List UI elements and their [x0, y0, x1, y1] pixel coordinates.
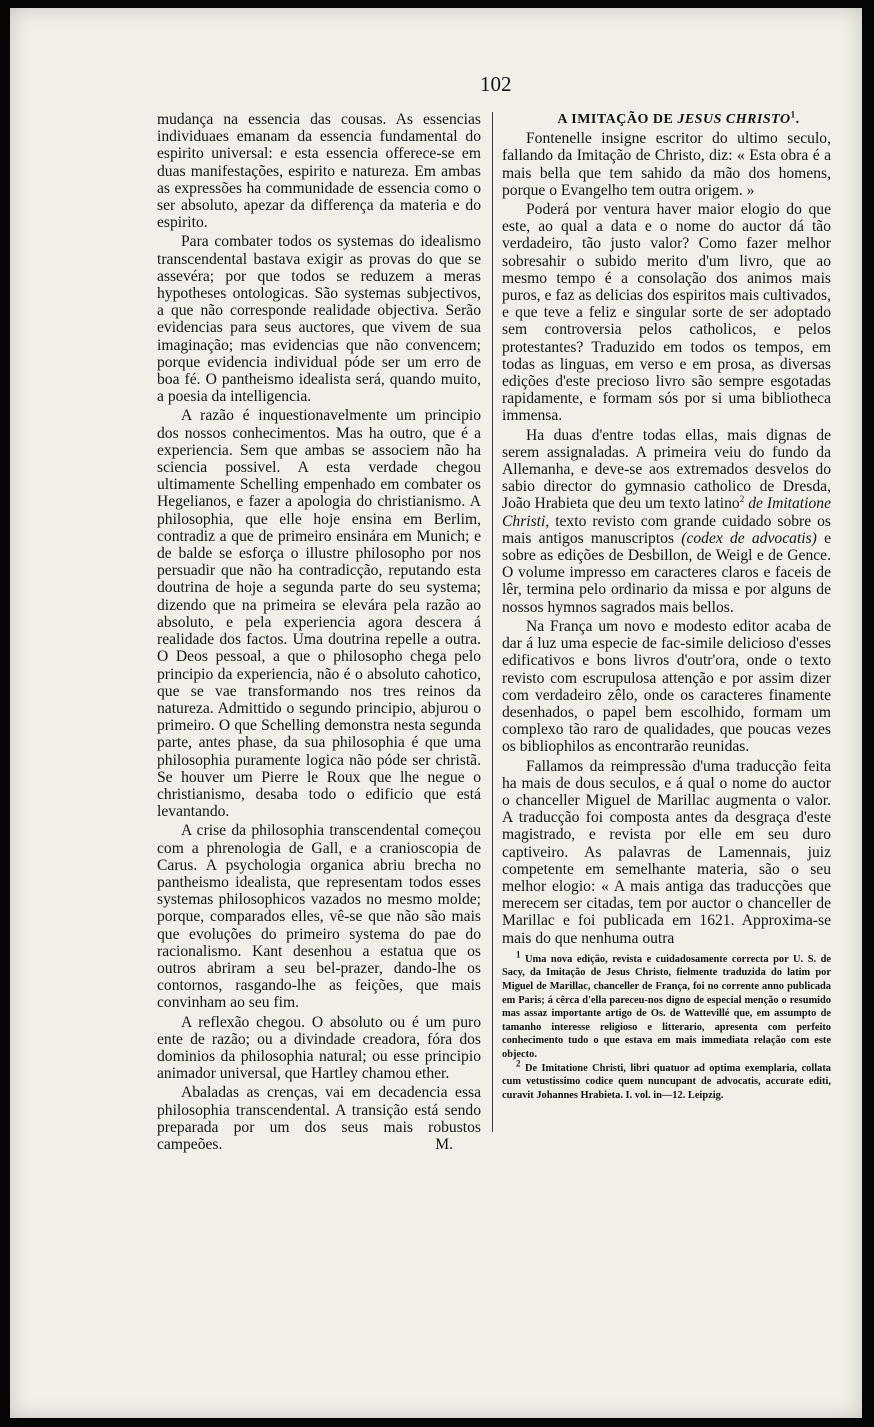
right-paragraph-3-end: e sobre as edições de Desbillon, de Weigl e de Gence. O volume impresso em caracteres claros e faceis de lêr, termina pelo ordinario da missa e por alguns de nossos hymnos sagrados mais bellos. — [502, 529, 831, 616]
column-divider — [492, 112, 493, 1132]
left-paragraph-4: A crise da philosophia transcendental começou com a phrenologia de Gall, e a cranioscopia de Carus. A psychologia organica abriu brecha no pantheismo idealista, que representam todos esses systemas philosophicos vazados no mesmo molde; porque, comparados elles, vê-se que não são mais que evoluções do primeiro systema do pae do racionalismo. Kant desenhou a estatua que os outros abriram a seu bel-prazer, dando-lhe os contornos, rasgando-lhe as feições, que mais convinham ao seu fim. — [157, 822, 481, 1012]
footnote-1 — [502, 949, 831, 1062]
left-column — [157, 111, 481, 1153]
footnote-2 — [502, 1058, 831, 1103]
left-paragraph-2: Para combater todos os systemas do idealismo transcendental bastava exigir as provas do que se assevéra; por que todos se reduzem a meras hypotheses ontologicas. São systemas subjectivos, a que não corresponde realidade objectiva. Serão evidencias para seus auctores, que vivem de sua imaginação; mas evidencias que não convencem; porque evidencia individual póde ser um erro de boa fé. O pantheismo idealista será, quando muito, a poesia da intelligencia. — [157, 233, 481, 406]
left-paragraph-3: A razão é inquestionavelmente um principio dos nossos conhecimentos. Mas ha outro, que é a experiencia. Sem que ambas se associem não ha sciencia possivel. A esta verdade chegou ultimamente Schelling empenhado em combater os Hegelianos, e fazer a apologia do christianismo. A philosophia, que elle hoje ensina em Berlim, contradiz a que de primeiro ensinára em Munich; e de balde se esforça o illustre philosopho por nos persuadir que não ha contradicção, reputando esta doutrina de hoje a segunda parte do seu systema; dizendo que na primeira se elevára pela razão ao absoluto, e pela experiencia agora descera á realidade dos factos. Uma doutrina repelle a outra. O Deos pessoal, a que o philosopho chega pelo principio da experiencia, não é o absoluto cahotico, que se vae transformando nos tres reinos da natureza. Admittido o segundo principio, abjurou o primeiro. O que Schelling demonstra nesta segunda parte, antes phase, da sua philosophia é que uma philosophia puramente logica não póde ser christã. Se houver um Pierre le Roux que lhe negue o christianismo, desaba todo o edificio que está levantando. — [157, 407, 481, 821]
article-title-prefix: A IMITAÇÃO DE — [557, 112, 678, 127]
article-title-end: . — [795, 112, 800, 127]
right-paragraph-4: Na França um novo e modesto editor acaba de dar á luz uma especie de fac-simile delicioso d'esses edificativos e bons livros d'outr'ora, onde o texto revisto com escrupulosa attenção e por assim dizer com verdadeiro zêlo, onde os caracteres finamente desenhados, o papel bem escolhido, formam um complexo tão raro de qualidades, que poucas vezes os bibliophilos as encontrarão reunidas. — [502, 617, 831, 756]
footnote-1-text: Uma nova edição, revista e cuidadosamente correcta por U. S. de Sacy, da Imitação de Jesus Christo, fielmente traduzida do latim por Miguel de Marillac, chanceller de França, foi no corrente anno publicada em Paris; á cêrca d'ella pareceu-nos digno de especial menção o resumido mas assaz importante artigo de Os. de Wattevillé que, em assumpto de tamanho interesse religioso e litterario, apresenta com perfeito conhecimento tudo o que estava em mais immediata relação com este objecto. — [502, 953, 831, 1060]
right-paragraph-3-codex: (codex de advocatis) — [681, 529, 817, 547]
article-title — [502, 111, 831, 128]
left-paragraph-6: Abaladas as crenças, vai em decadencia essa philosophia transcendental. A transição está sendo preparada por um dos seus mais robustos campeões. — [157, 1084, 481, 1153]
right-paragraph-3-book-title: de Imitatione Christi — [502, 495, 831, 530]
right-paragraph-1: Fontenelle insigne escritor do ultimo seculo, fallando da Imitação de Christo, diz: « Esta obra é a mais bella que tem sahido da mão dos homens, porque o Evangelho tem outra origem. » — [502, 130, 831, 199]
right-paragraph-2: Poderá por ventura haver maior elogio do que este, ao qual a data e o nome do auctor dá tão verdadeiro, tão justo valor? Como fazer melhor sobresahir o subido merito d'um livro, que ao mesmo tempo é a consolação dos animos mais puros, e faz as delicias dos espiritos mais cultivados, e que teve a feliz e singular sorte de ser adoptado sem controversia pelos catholicos, e pelos protestantes? Traduzido em todos os tempos, em todas as linguas, em verso e em prosa, as diversas edições d'este precioso livro são sempre esgotadas rapidamente, e formam sós por si uma bibliotheca immensa. — [502, 201, 831, 425]
right-paragraph-3-start: Ha duas d'entre todas ellas, mais dignas de serem assignaladas. A primeira veiu do fundo da Allemanha, e deve-se aos extremados desvelos do sabio director do gymnasio catholico de Dresda, João Hrabieta que deu um texto latino — [502, 426, 831, 513]
right-paragraph-3-footnote-mark: 2 — [739, 494, 745, 505]
footnote-2-mark: 2 — [516, 1058, 521, 1069]
newspaper-page — [10, 8, 862, 1418]
article-title-footnote-mark: 1 — [790, 109, 796, 120]
right-paragraph-5: Fallamos da reimpressão d'uma traducção feita ha mais de dous seculos, e á qual o nome do auctor o chanceller Miguel de Marillac augmenta o valor. A traducção foi composta antes da desgraça d'este magistrado, e revista por elle em seu duro captiveiro. As palavras de Lamennais, juiz competente em semelhante materia, são o seu melhor elogio: « A mais antiga das traducções que merecem ser citadas, tem por auctor o chanceller de Marillac e foi publicada em 1621. Approxima-se mais do que nenhuma outra — [502, 757, 831, 947]
left-paragraph-5: A reflexão chegou. O absoluto ou é um puro ente de razão; ou a divindade creadora, fóra dos dominios da philosophia natural; ou esse principio animador universal, que Hartley chamou ether. — [157, 1013, 481, 1083]
page-number: 102 — [480, 72, 512, 96]
article-signature: M. — [435, 1136, 453, 1154]
right-paragraph-3 — [502, 427, 831, 616]
left-paragraph-1: mudança na essencia das cousas. As essencias individuaes emanam da essencia fundamental do espirito universal: e esta essencia offerece-se em duas manifestações, espirito e natureza. Em ambas as expressões ha communidade de essencia como o ser absoluto, apezar da differença da materia e do espirito. — [157, 111, 481, 232]
article-title-emphasis: JESUS CHRISTO — [677, 112, 791, 127]
footnote-2-text: De Imitatione Christi, libri quatuor ad optima exemplaria, collata cum vetustissimo codice quem nuncupant de advocatis, accurate editi, curavit Johannes Hrabieta. I. vol. in—12. Leipzig. — [502, 1062, 831, 1101]
footnote-1-mark: 1 — [516, 949, 521, 960]
right-column — [502, 111, 831, 1102]
footnotes — [502, 949, 831, 1103]
right-paragraph-3-middle: , texto revisto com grande cuidado sobre os mais antigos manuscriptos — [502, 512, 831, 547]
